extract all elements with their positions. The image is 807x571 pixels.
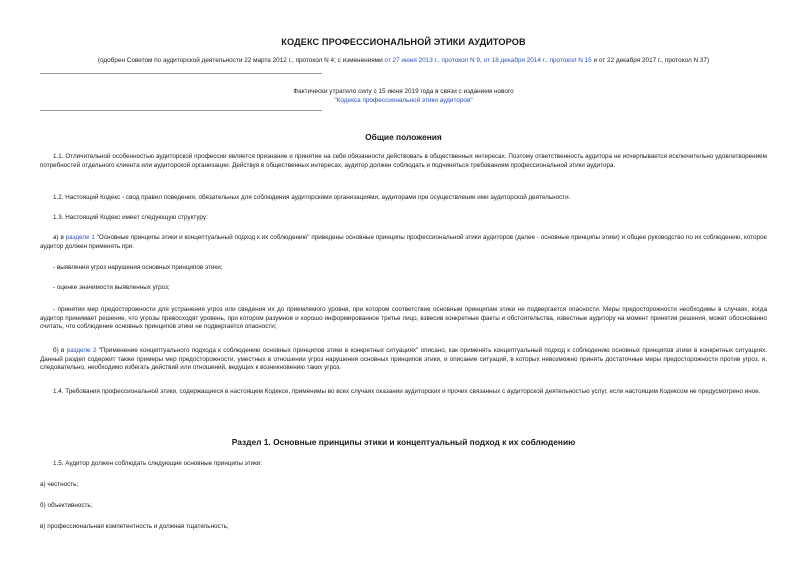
bullet-identify-threats: - выявлении угроз нарушения основных принципов этики; (53, 264, 223, 271)
section-1-heading: Раздел 1. Основные принципы этики и концептуальный подход к их соблюдению (231, 437, 576, 447)
new-code-link[interactable]: "Кодекса профессиональной этики аудиторов" (334, 97, 473, 104)
document-title: КОДЕКС ПРОФЕССИОНАЛЬНОЙ ЭТИКИ АУДИТОРОВ (281, 37, 526, 47)
validity-notice-text: Фактически утратило силу с 15 июня 2019 года в связи с изданием нового (293, 88, 514, 95)
amendment-link-2013[interactable]: от 27 июня 2013 г., протокол N 9 (384, 57, 480, 64)
general-provisions-heading: Общие положения (365, 132, 442, 142)
paragraph-b-prefix: б) в (53, 347, 67, 354)
principle-objectivity: б) объективность; (40, 502, 93, 509)
paragraph-1-4: 1.4. Требования профессиональной этики, содержащиеся в настоящем Кодексе, применимы во всех случаях оказании аудиторских и прочих связанных с аудиторской деятельностью услуг, если настоящим Кодексом не предусмотрено иное. (53, 388, 761, 395)
divider-bottom (40, 110, 322, 111)
validity-notice (160, 87, 647, 105)
approval-line (0, 57, 807, 64)
paragraph-a (40, 234, 767, 251)
principle-competence: в) профессиональная компетентность и должная тщательность; (40, 523, 229, 530)
paragraph-1-2: 1.2. Настоящий Кодекс - свод правил поведения, обязательных для соблюдения аудиторскими организациями, аудиторами при осуществлении ими аудиторской деятельности. (53, 194, 571, 201)
paragraph-1-3: 1.3. Настоящий Кодекс имеет следующую структуру: (53, 214, 208, 221)
paragraph-1-5: 1.5. Аудитор должен соблюдать следующие основные принципы этики: (53, 460, 263, 467)
paragraph-1-1: 1.1. Отличительной особенностью аудиторской профессии является признание и принятие на себя обязанности действовать в общественных интересах. Поэтому ответственность аудитора не исчерпывается исключительно удовлетворением потребностей отдельного клиента или аудиторской организации. Действуя в общественных интересах, аудитор должен соблюдать и подчиняться требованиям профессиональной этики аудитора. (40, 153, 767, 169)
bullet-safeguards: - принятии мер предосторожности для устранения угроз или сведения их до приемлемого уровня, при котором соответствие основным принципам этики не подвергается опасности. Меры предосторожности необходимы в случаях, когда аудитор принимает решение, что угрозы превосходят уровень, при котором разумное и хорошо информированное третье лицо, взвесив конкретные факты и обстоятельства, известные аудитору на момент принятия решения, может обоснованно считать, что соблюдение основных принципов этики не подвергается опасности; (40, 306, 767, 331)
principle-honesty: а) честность; (40, 481, 79, 488)
amendment-link-2014[interactable]: от 18 декабря 2014 г., протокол N 15 (483, 57, 592, 64)
paragraph-b (40, 347, 767, 373)
paragraph-a-prefix: а) в (53, 234, 66, 241)
approval-prefix: (одобрен Советом по аудиторской деятельности 22 марта 2012 г., протокол N 4; с изменениями (97, 57, 385, 64)
paragraph-b-text: "Применение концептуального подхода к соблюдению основных принципов этики в конкретных ситуациях" описано, как применять концептуальный подход к соблюдению основных принципов этики в конкретных ситуациях. Данный раздел содержит также примеры мер предосторожности, уместных в отношении угроз нарушения основных принципов этики, и описание ситуаций, в которых невозможно принять достаточные меры предосторожности против угроз, и, следовательно, необходимо избегать действий или отношений, ведущих к возникновению таких угроз. (40, 347, 767, 372)
section-2-link[interactable]: разделе 2 (66, 347, 97, 354)
divider-top (40, 73, 322, 74)
approval-separator: , (480, 57, 484, 64)
paragraph-a-text: "Основные принципы этики и концептуальный подход к их соблюдению" приведены основные принципы профессиональной этики аудиторов (далее - основные принципы этики) и общее руководство по их соблюдению, которое аудитор должен применять при: (40, 234, 768, 250)
section-1-link[interactable]: разделе 1 (65, 234, 95, 241)
approval-suffix: и от 22 декабря 2017 г., протокол N 37) (591, 57, 710, 64)
bullet-assess-threats: - оценке значимости выявленных угроз; (53, 284, 170, 291)
